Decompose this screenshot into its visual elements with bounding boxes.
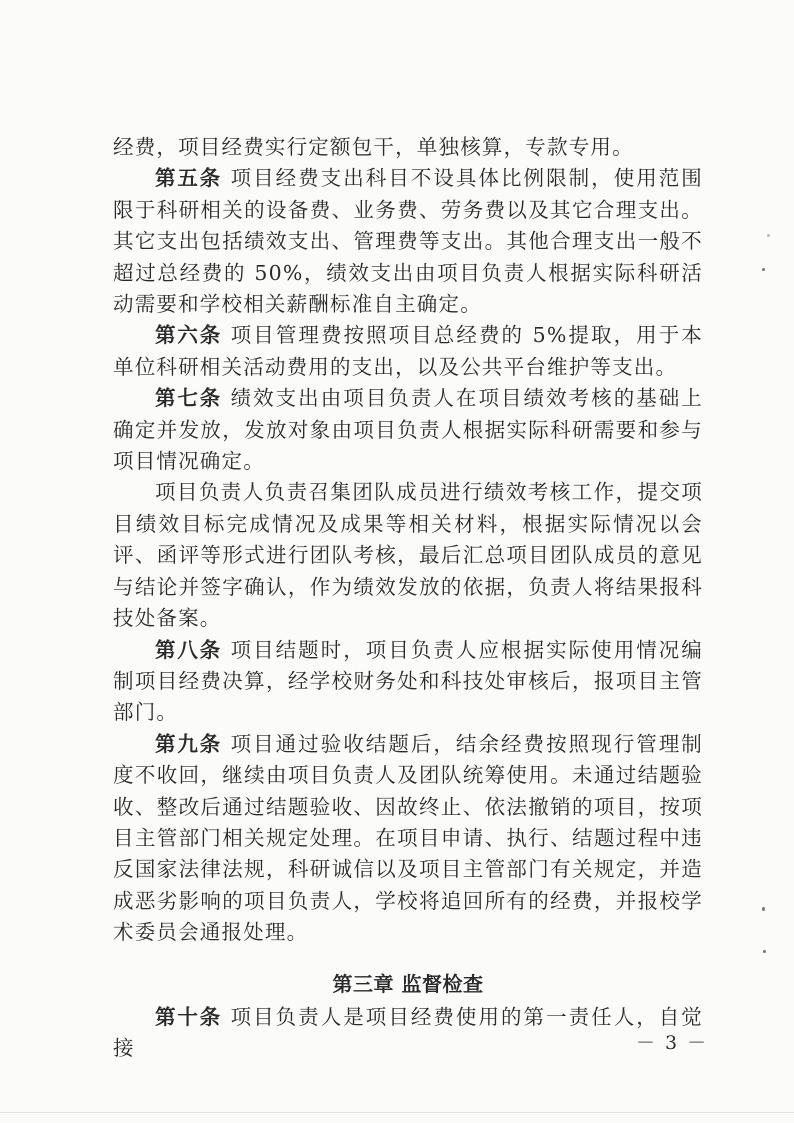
article-title: 第六条 [155,323,223,348]
article-title: 第八条 [155,637,223,662]
paragraph-text: 项目负责人负责召集团队成员进行绩效考核工作，提交项目绩效目标完成情况及成果等相关材料，根据实际情况以会评、函评等形式进行团队考核，最后汇总项目团队成员的意见与结论并签字确认，作为绩效发放的依据，负责人将结果报科技处备案。 [113,480,703,631]
article-title: 第九条 [155,731,223,756]
scan-speck [762,268,765,271]
article-9 [113,729,703,949]
article-5 [113,163,703,320]
article-text: 项目负责人是项目经费使用的第一责任人，自觉接 [113,1004,703,1061]
article-text: 项目结题时，项目负责人应根据实际使用情况编制项目经费决算，经学校财务处和科技处审核后，报项目主管部门。 [113,637,703,725]
article-text: 绩效支出由项目负责人在项目绩效考核的基础上确定并发放，发放对象由项目负责人根据实际科研需要和参与项目情况确定。 [113,386,703,474]
scan-edge-line [0,1112,794,1113]
chapter-heading: 第三章 监督检查 [332,971,484,996]
scan-speck [767,234,770,237]
article-text: 项目通过验收结题后，结余经费按照现行管理制度不收回，继续由项目负责人及团队统筹使用。未通过结题验收、整改后通过结题验收、因故终止、依法撤销的项目，按项目主管部门相关规定处理。在项目申请、执行、结题过程中违反国家法律法规，科研诚信以及项目主管部门有关规定，并造成恶劣影响的项目负责人，学校将追回所有的经费，并报校学术委员会通报处理。 [113,731,703,945]
article-title: 第五条 [155,166,223,191]
article-7 [113,383,703,477]
article-title: 第七条 [155,386,223,411]
scan-speck [762,907,765,911]
article-text: 项目经费支出科目不设具体比例限制，使用范围限于科研相关的设备费、业务费、劳务费以及其它合理支出。其它支出包括绩效支出、管理费等支出。其他合理支出一般不超过总经费的 50%，绩效支出由项目负责人根据实际科研活动需要和学校相关薪酬标准自主确定。 [113,166,703,317]
scan-speck [763,950,766,953]
page-number: － 3 － [636,1032,709,1054]
paragraph-text: 经费，项目经费实行定额包干，单独核算，专款专用。 [113,135,634,159]
article-text: 项目管理费按照项目总经费的 5%提取，用于本单位科研相关活动费用的支出，以及公共平台维护等支出。 [113,323,704,379]
paragraph-continuation [113,132,703,163]
paragraph-team-assessment [113,477,703,634]
article-6 [113,320,703,383]
article-8 [113,635,703,729]
document-body [113,132,703,1065]
article-title: 第十条 [155,1004,223,1029]
article-10 [113,1002,703,1065]
